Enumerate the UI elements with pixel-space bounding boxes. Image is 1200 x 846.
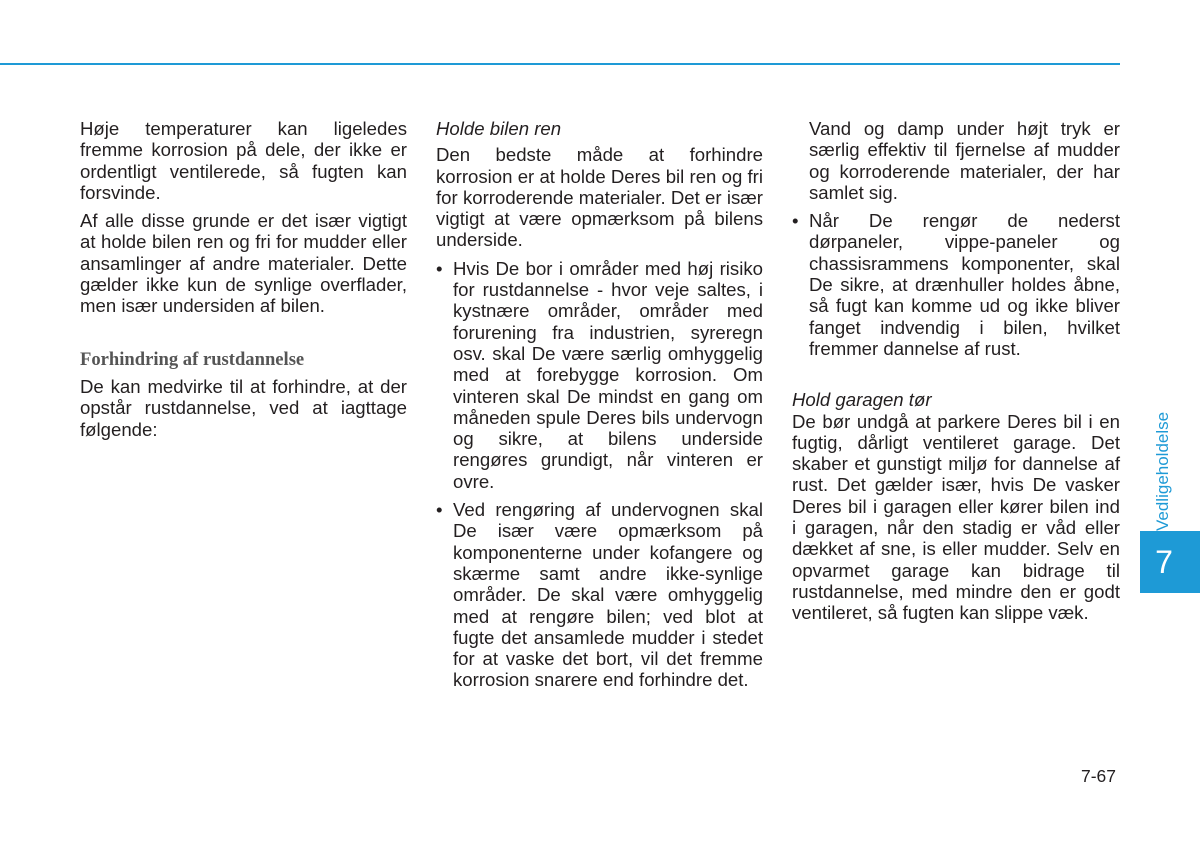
bullet-icon: • [436,257,443,279]
column-middle [436,118,763,691]
bullet-icon: • [436,499,443,521]
column-left [80,118,407,440]
paragraph: De kan medvirke til at forhindre, at der opstår rustdannelse, ved at iagttage følgende: [80,375,407,440]
paragraph: Den bedste måde at forhindre korrosion er at holde Deres bil ren og fri for korroderende materialer. Det er især vigtigt at være opmærksom på bilens underside. [436,144,763,251]
top-rule [0,63,1120,65]
chapter-label: Vedligeholdelse [1153,411,1172,531]
list-item [436,258,763,492]
paragraph: Høje temperaturer kan ligeledes fremme korrosion på dele, der ikke er ordentligt ventilerede, så fugten kan forsvinde. [80,118,407,203]
bullet-list [436,258,763,691]
subheading: Holde bilen ren [436,118,562,139]
list-item [792,210,1120,359]
list-item-text: Hvis De bor i områder med høj risiko for rustdannelse - hvor veje saltes, i kystnære områder, områder med forurening fra industrien, syreregn osv. skal De være særlig omhyggelig med at forebygge korrosion. Om vinteren skal De mindst en gang om måneden spule Deres bils undervogn og sikre, at bilens underside rengøres grundigt, når vinteren er ovre. [453,257,763,492]
paragraph: Af alle disse grunde er det især vigtigt at holde bilen ren og fri for mudder eller ansamlinger af andre materialer. Dette gælder ikke kun de synlige overflader, men især undersiden af bilen. [80,210,407,317]
list-item-continuation: Vand og damp under højt tryk er særlig effektiv til fjernelse af mudder og korroderende materialer, der har samlet sig. [809,118,1120,203]
list-item-text: Når De rengør de nederst dørpaneler, vippe-paneler og chassisrammens komponenter, skal De sikre, at drænhuller holdes åbne, så fugt kan komme ud og ikke bliver fanget indvendig i bilen, hvilket fremmer dannelse af rust. [809,210,1120,359]
chapter-tab [1140,531,1200,593]
subheading: Hold garagen tør [792,389,932,411]
list-item-text: Ved rengøring af undervognen skal De især være opmærksom på komponenterne under kofangere og skærme samt andre ikke-synlige områder. De skal være omhyggelig med at rengøre bilen; ved blot at fugte det ansamlede mudder i stedet for at vaske det bort, vil det fremme korrosion snarere end forhindre det. [453,499,763,691]
list-item [436,499,763,691]
page-number: 7-67 [1080,766,1116,786]
bullet-list [792,210,1120,359]
column-right [792,118,1120,624]
paragraph: De bør undgå at parkere Deres bil i en fugtig, dårligt ventileret garage. Det skaber et gunstigt miljø for dannelse af rust. Det gælder især, hvis De vasker Deres bil i garagen eller kører bilen ind i garagen, når den stadig er våd eller dækket af sne, is eller mudder. Selv en opvarmet garage kan bidrage til rustdannelse, med mindre den er godt ventileret, så fugten kan slippe væk. [792,410,1120,624]
chapter-number: 7 [1155,544,1173,580]
bullet-icon: • [792,210,799,232]
section-heading: Forhindring af rustdannelse [80,348,305,370]
